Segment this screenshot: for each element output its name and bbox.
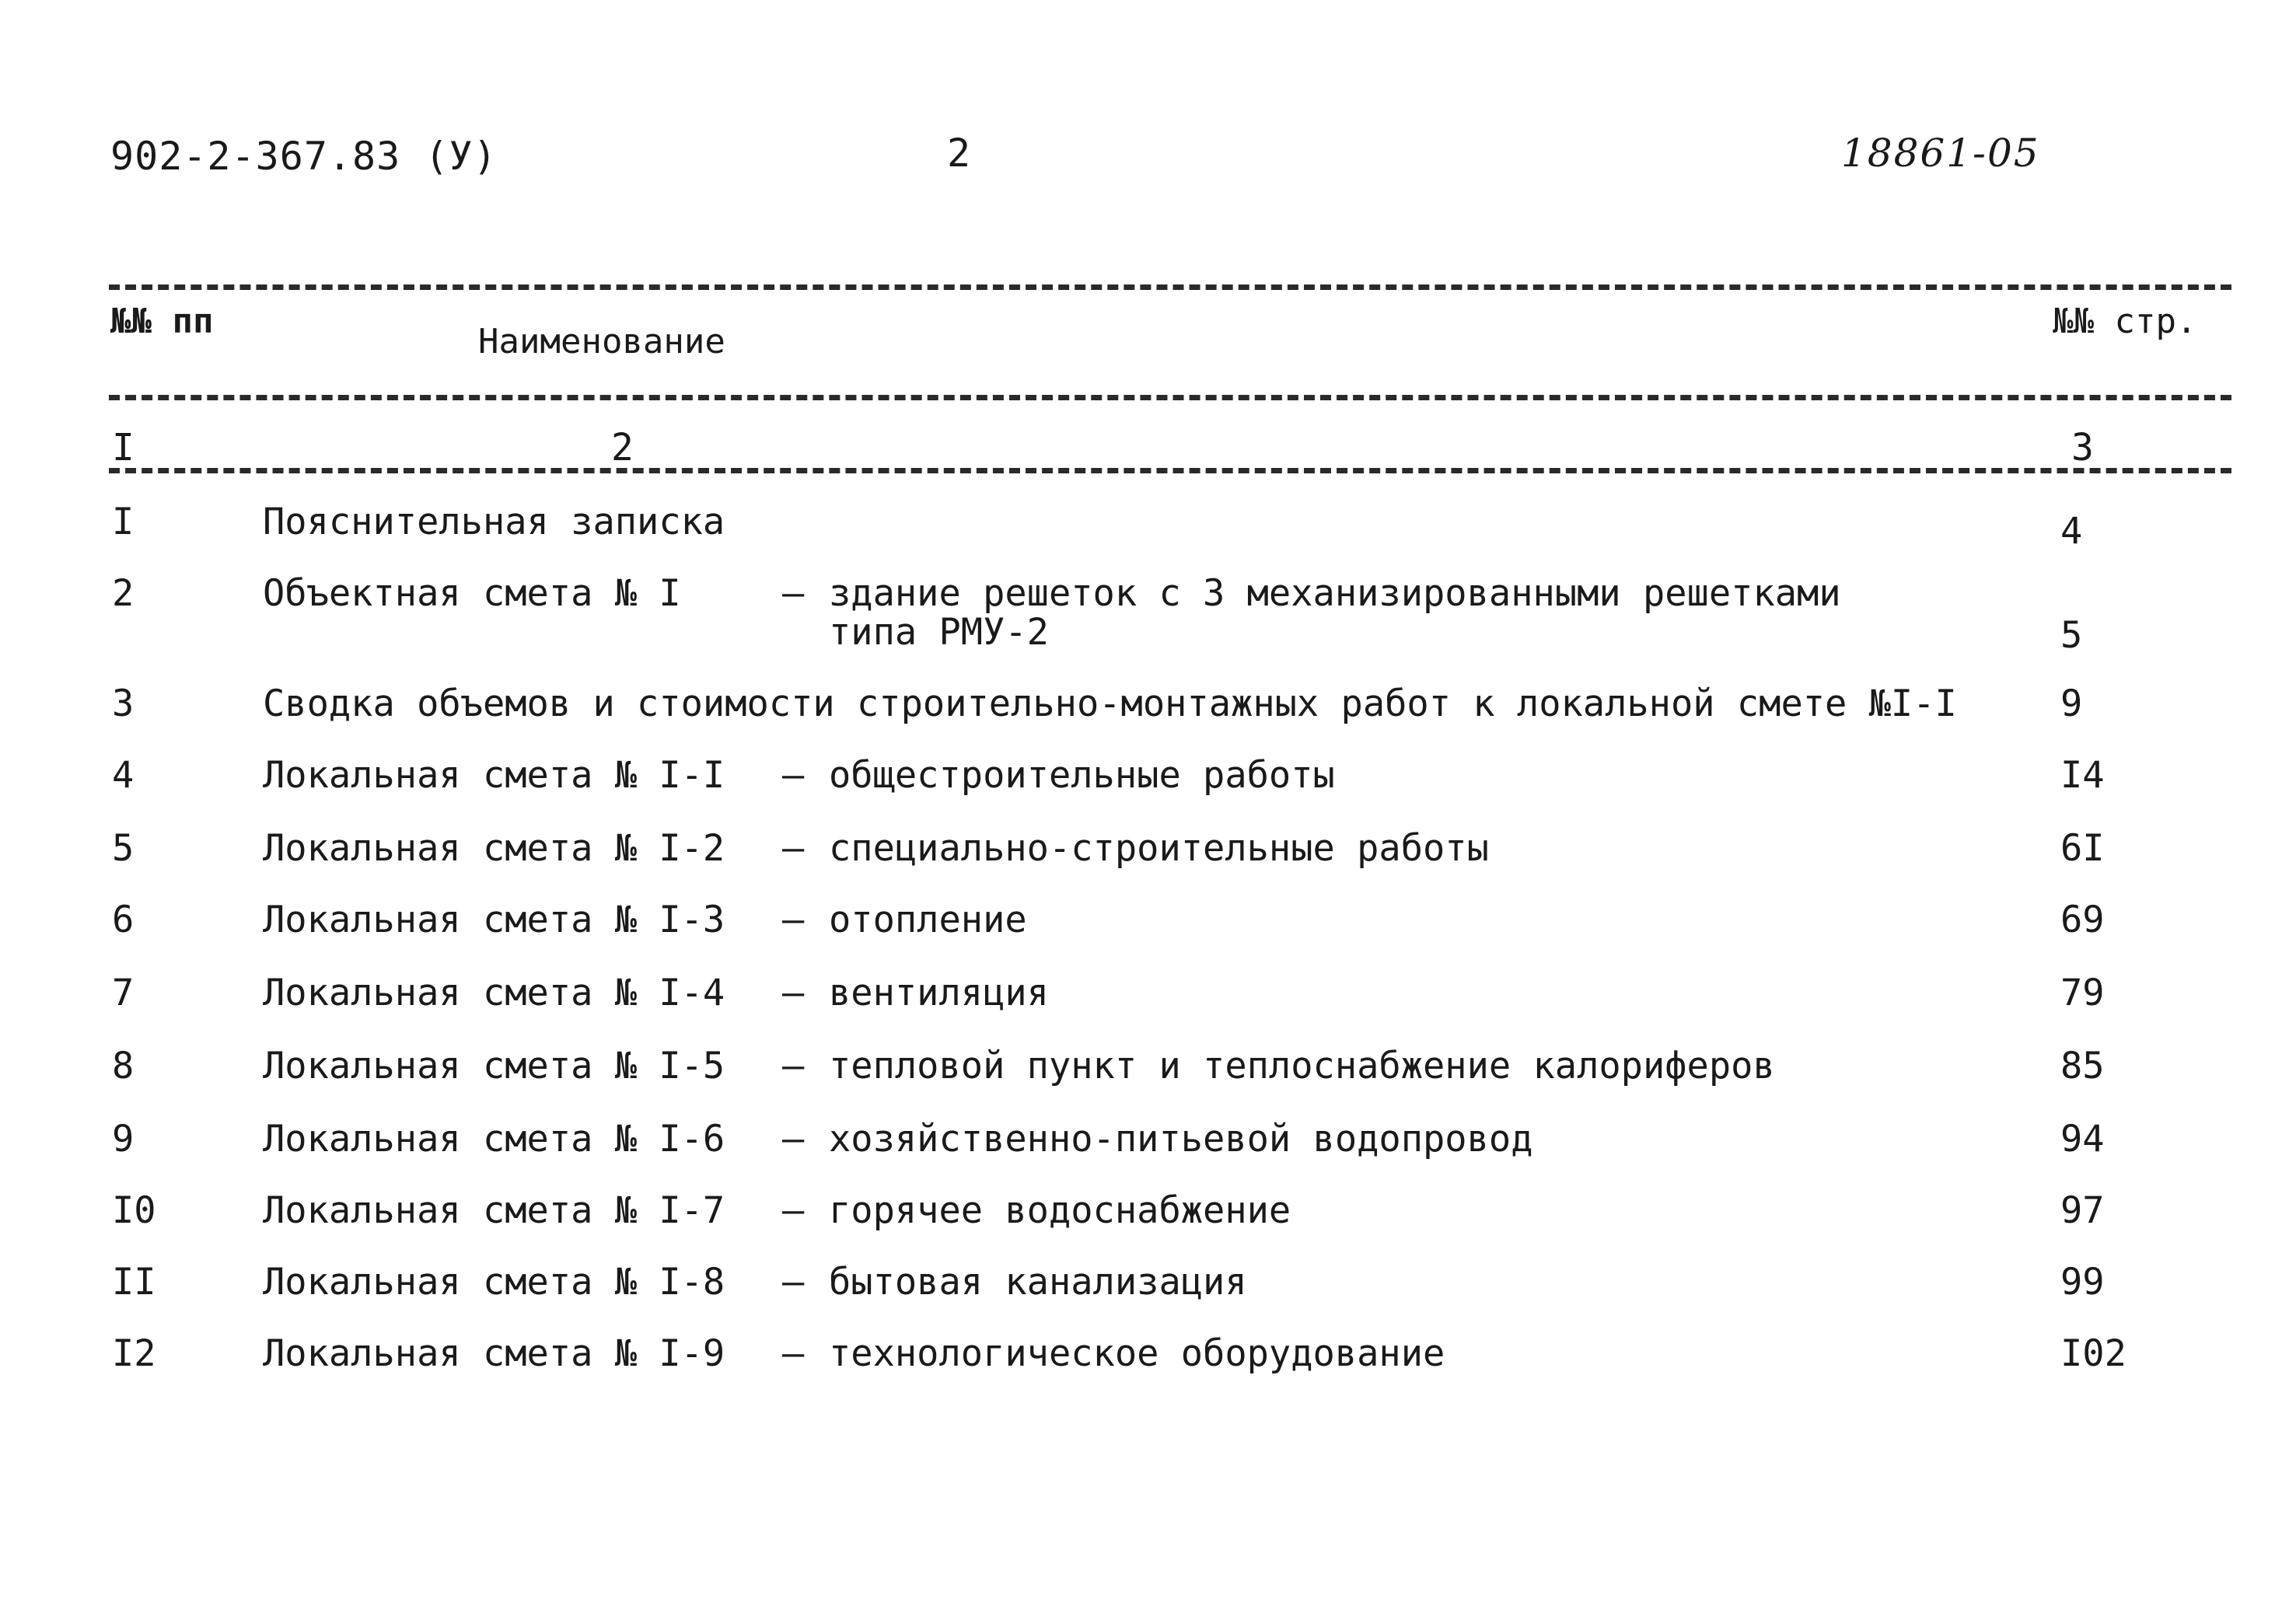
row-separator: – <box>782 1189 805 1232</box>
row-description: здание решеток с 3 механизированными решетками <box>829 572 1841 615</box>
row-separator: – <box>782 1332 805 1375</box>
row-page: 69 <box>2060 899 2105 941</box>
table-header-rule <box>109 395 2231 400</box>
row-number: 9 <box>112 1118 135 1161</box>
row-separator: – <box>782 1045 805 1087</box>
row-name: Пояснительная записка <box>263 501 725 543</box>
row-description: горячее водоснабжение <box>829 1189 1291 1232</box>
row-page: 79 <box>2060 972 2105 1014</box>
row-page: 9 <box>2060 682 2083 725</box>
document-code: 902-2-367.83 (У) <box>110 134 498 179</box>
row-number: I0 <box>112 1189 156 1232</box>
row-page: 99 <box>2060 1261 2105 1304</box>
row-description: вентиляция <box>829 972 1049 1014</box>
row-page: 5 <box>2060 614 2083 657</box>
row-page: 6I <box>2060 827 2105 870</box>
row-name: Локальная смета № I-3 <box>263 899 725 941</box>
row-description: бытовая канализация <box>829 1261 1247 1304</box>
row-name: Локальная смета № I-5 <box>263 1045 725 1087</box>
row-page: 4 <box>2060 510 2083 553</box>
column-number-rule <box>109 468 2231 473</box>
row-description: специально-строительные работы <box>829 827 1489 870</box>
row-number: 7 <box>112 972 135 1014</box>
row-separator: – <box>782 1261 805 1304</box>
row-number: 3 <box>112 682 135 725</box>
column-number-3: 3 <box>2071 426 2094 469</box>
row-page: 94 <box>2060 1118 2105 1161</box>
page-number: 2 <box>947 131 972 176</box>
row-name: Локальная смета № I-6 <box>263 1118 725 1161</box>
row-separator: – <box>782 827 805 870</box>
row-name: Локальная смета № I-2 <box>263 827 725 870</box>
row-separator: – <box>782 572 805 615</box>
column-header-name: Наименование <box>478 322 725 361</box>
row-number: 4 <box>112 754 135 797</box>
column-header-page: №№ стр. <box>2053 302 2197 341</box>
row-number: I2 <box>112 1332 156 1375</box>
row-number: 2 <box>112 572 135 615</box>
row-description: технологическое оборудование <box>829 1332 1445 1375</box>
row-number: 5 <box>112 827 135 870</box>
table-top-rule <box>109 284 2231 290</box>
row-separator: – <box>782 972 805 1014</box>
row-name: Локальная смета № I-8 <box>263 1261 725 1304</box>
column-number-2: 2 <box>611 426 634 469</box>
inventory-number: 18861-05 <box>1841 131 2040 176</box>
row-description-continued: типа РМУ-2 <box>829 611 1049 654</box>
row-description: хозяйственно-питьевой водопровод <box>829 1118 1533 1161</box>
row-separator: – <box>782 899 805 941</box>
row-name: Сводка объемов и стоимости строительно-монтажных работ к локальной смете №I-I <box>263 682 1957 725</box>
row-page: I02 <box>2060 1332 2127 1375</box>
row-page: 85 <box>2060 1045 2105 1087</box>
row-separator: – <box>782 1118 805 1161</box>
row-name: Локальная смета № I-I <box>263 754 725 797</box>
row-separator: – <box>782 754 805 797</box>
row-number: 6 <box>112 899 135 941</box>
row-name: Локальная смета № I-7 <box>263 1189 725 1232</box>
row-name: Локальная смета № I-4 <box>263 972 725 1014</box>
row-number: I <box>112 501 135 543</box>
row-number: 8 <box>112 1045 135 1087</box>
row-number: II <box>112 1261 156 1304</box>
row-description: общестроительные работы <box>829 754 1335 797</box>
row-page: I4 <box>2060 754 2105 797</box>
row-description: тепловой пункт и теплоснабжение калориферов <box>829 1045 1775 1087</box>
column-header-number: №№ пп <box>110 302 214 341</box>
row-name: Объектная смета № I <box>263 572 681 615</box>
row-page: 97 <box>2060 1189 2105 1232</box>
row-description: отопление <box>829 899 1027 941</box>
column-number-1: I <box>112 426 135 469</box>
row-name: Локальная смета № I-9 <box>263 1332 725 1375</box>
